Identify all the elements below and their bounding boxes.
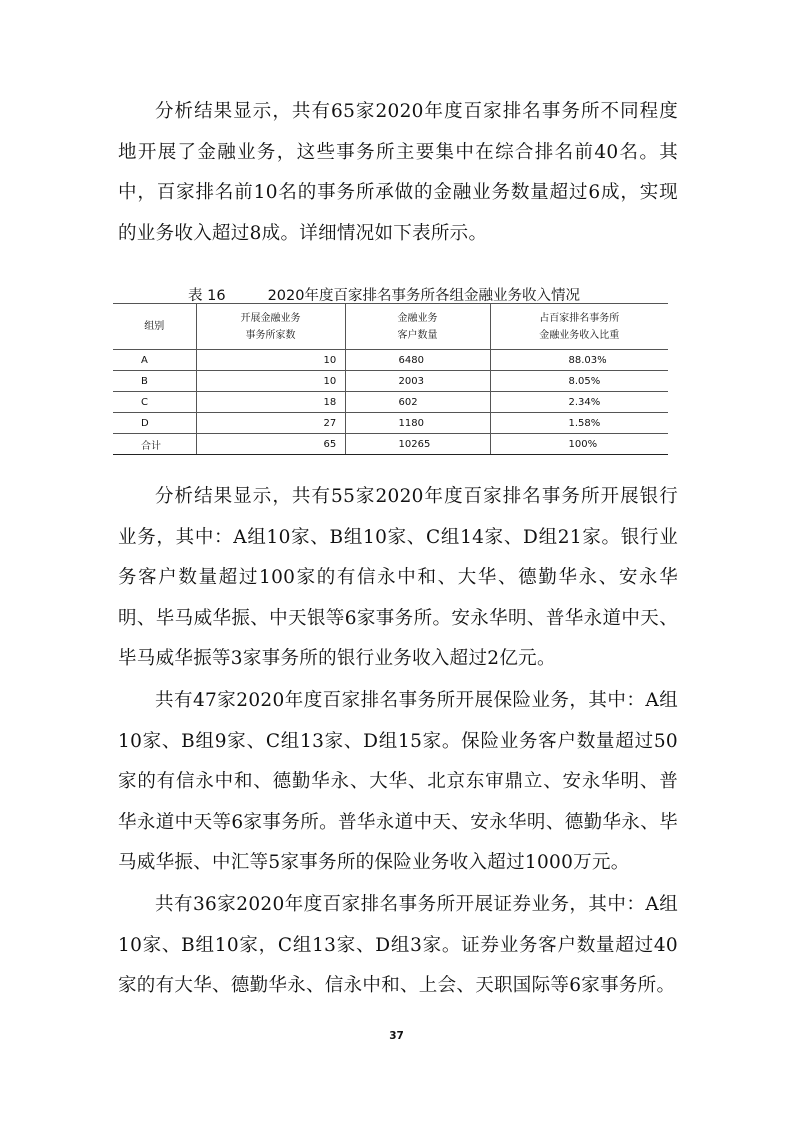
table-row xyxy=(113,413,668,434)
cell-firms: 27 xyxy=(196,413,345,434)
paragraph-financial-overview: 分析结果显示，共有65家2020年度百家排名事务所不同程度地开展了金融业务，这些事务所主要集中在综合排名前40名。其中，百家排名前10名的事务所承做的金融业务数量超过6成，实现的业务收入超过8成。详细情况如下表所示。 xyxy=(118,101,678,244)
header-group: 组别 xyxy=(113,304,196,350)
table-caption-title: 2020年度百家排名事务所各组金融业务收入情况 xyxy=(267,288,580,304)
cell-group: A xyxy=(113,350,196,371)
cell-clients: 10265 xyxy=(345,434,490,455)
header-clients: 金融业务 客户数量 xyxy=(345,304,490,350)
header-firms: 开展金融业务 事务所家数 xyxy=(196,304,345,350)
paragraph-securities: 共有36家2020年度百家排名事务所开展证券业务，其中：A组10家、B组10家，C组13家、D组3家。证券业务客户数量超过40家的有大华、德勤华永、信永中和、上会、天职国际等6家事务所。 xyxy=(118,894,678,996)
cell-share: 2.34% xyxy=(490,392,668,413)
header-share: 占百家排名事务所 金融业务收入比重 xyxy=(490,304,668,350)
cell-clients: 1180 xyxy=(345,413,490,434)
table-row xyxy=(113,371,668,392)
financial-revenue-table xyxy=(113,303,668,455)
cell-clients: 6480 xyxy=(345,350,490,371)
page-number: 37 xyxy=(389,1030,404,1042)
cell-firms: 65 xyxy=(196,434,345,455)
cell-group: B xyxy=(113,371,196,392)
table-row xyxy=(113,350,668,371)
table-caption-number: 表 16 xyxy=(188,288,226,304)
cell-group: C xyxy=(113,392,196,413)
cell-clients: 2003 xyxy=(345,371,490,392)
cell-group: 合计 xyxy=(113,434,196,455)
cell-firms: 10 xyxy=(196,350,345,371)
table-total-row xyxy=(113,434,668,455)
table-header-row xyxy=(113,304,668,350)
cell-share: 1.58% xyxy=(490,413,668,434)
table-row xyxy=(113,392,668,413)
cell-firms: 10 xyxy=(196,371,345,392)
cell-share: 8.05% xyxy=(490,371,668,392)
cell-share: 100% xyxy=(490,434,668,455)
cell-share: 88.03% xyxy=(490,350,668,371)
table-caption xyxy=(188,284,580,305)
paragraph-banking: 分析结果显示，共有55家2020年度百家排名事务所开展银行业务，其中：A组10家、B组10家、C组14家、D组21家。银行业务客户数量超过100家的有信永中和、大华、德勤华永、安永华明、毕马威华振、中天银等6家事务所。安永华明、普华永道中天、毕马威华振等3家事务所的银行业务收入超过2亿元。 xyxy=(118,486,678,669)
cell-group: D xyxy=(113,413,196,434)
cell-firms: 18 xyxy=(196,392,345,413)
cell-clients: 602 xyxy=(345,392,490,413)
paragraph-insurance: 共有47家2020年度百家排名事务所开展保险业务，其中：A组10家、B组9家、C组13家、D组15家。保险业务客户数量超过50家的有信永中和、德勤华永、大华、北京东审鼎立、安永华明、普华永道中天等6家事务所。普华永道中天、安永华明、德勤华永、毕马威华振、中汇等5家事务所的保险业务收入超过1000万元。 xyxy=(118,690,678,873)
